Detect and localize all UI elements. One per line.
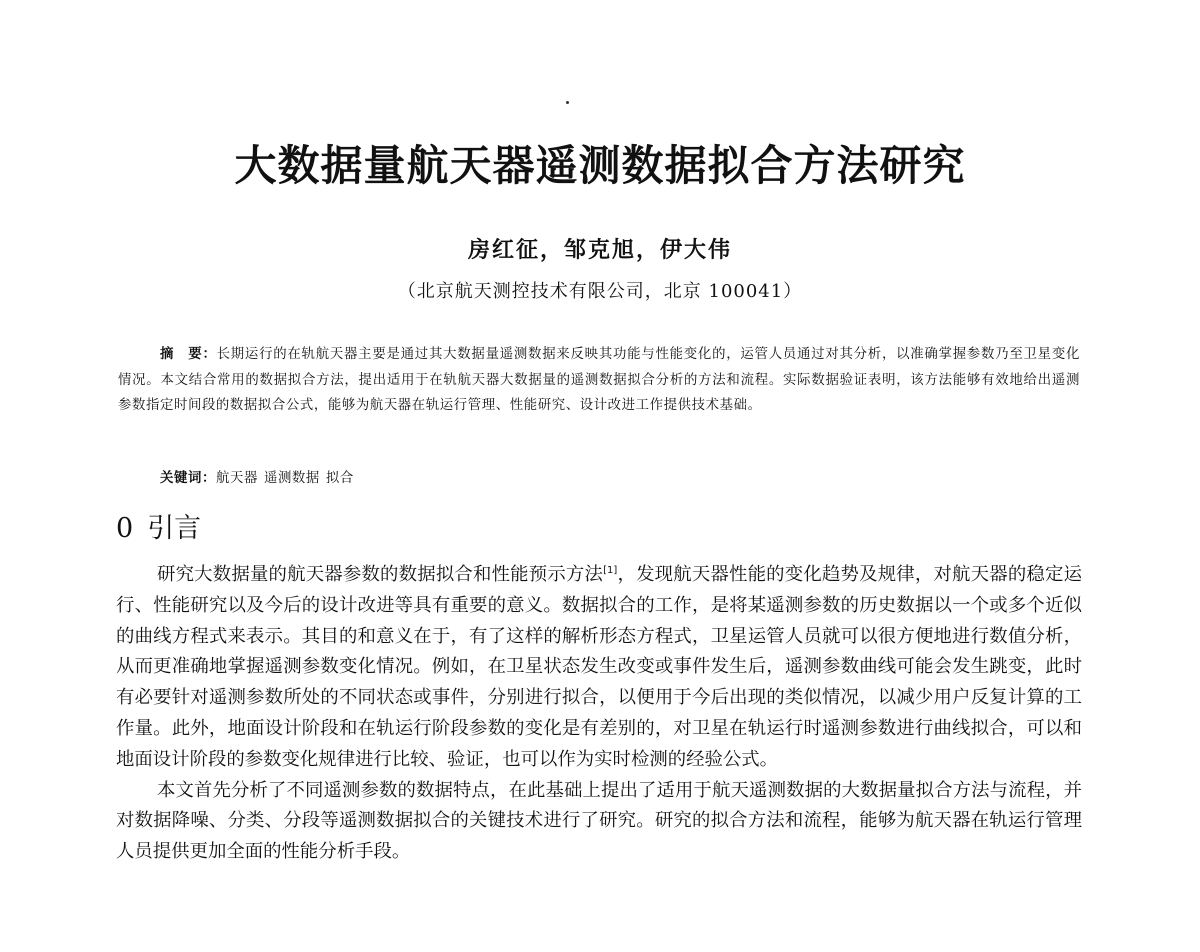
section-number: 0 bbox=[116, 513, 134, 544]
paragraph-text: 研究大数据量的航天器参数的数据拟合和性能预示方法 bbox=[157, 564, 604, 585]
abstract bbox=[118, 342, 1080, 419]
paragraph-text: ，发现航天器性能的变化趋势及规律，对航天器的稳定运行、性能研究以及今后的设计改进等具有重要的意义。数据拟合的工作，是将某遥测参数的历史数据以一个或多个近似的曲线方程式来表示。其目的和意义在于，有了这样的解析形态方程式，卫星运管人员就可以很方便地进行数值分析，从而更准确地掌握遥测参数变化情况。例如，在卫星状态发生改变或事件发生后，遥测参数曲线可能会发生跳变，此时有必要针对遥测参数所处的不同状态或事件，分别进行拟合，以便用于今后出现的类似情况，以减少用户反复计算的工作量。此外，地面设计阶段和在轨运行阶段参数的变化是有差别的，对卫星在轨运行时遥测参数进行曲线拟合，可以和地面设计阶段的参数变化规律进行比较、验证，也可以作为实时检测的经验公式。 bbox=[116, 564, 1082, 770]
keywords-label: 关键词： bbox=[160, 471, 216, 486]
keyword-item: 拟合 bbox=[325, 471, 354, 486]
author-list: 房红征，邹克旭，伊大伟 bbox=[467, 237, 732, 263]
keyword-item: 航天器 bbox=[215, 471, 258, 486]
section-title: 引言 bbox=[147, 513, 202, 544]
keywords bbox=[160, 467, 360, 491]
paragraph: 本文首先分析了不同遥测参数的数据特点，在此基础上提出了适用于航天遥测数据的大数据量拟合方法与流程，并对数据降噪、分类、分段等遥测数据拟合的关键技术进行了研究。研究的拟合方法和流程，能够为航天器在轨运行管理人员提供更加全面的性能分析手段。 bbox=[116, 779, 1082, 863]
author-affiliation: （北京航天测控技术有限公司，北京 100041） bbox=[397, 281, 803, 302]
keyword-item: 遥测数据 bbox=[263, 471, 320, 486]
citation-link[interactable]: [1] bbox=[603, 565, 618, 576]
scan-speck bbox=[566, 101, 569, 104]
abstract-text: 长期运行的在轨航天器主要是通过其大数据量遥测数据来反映其功能与性能变化的，运管人员通过对其分析，以准确掌握参数乃至卫星变化情况。本文结合常用的数据拟合方法，提出适用于在轨航天器大数据量的遥测数据拟合分析的方法和流程。实际数据验证表明，该方法能够有效地给出遥测参数指定时间段的数据拟合公式，能够为航天器在轨运行管理、性能研究、设计改进工作提供技术基础。 bbox=[118, 347, 1080, 413]
paper-title: 大数据量航天器遥测数据拟合方法研究 bbox=[234, 141, 966, 190]
introduction-body bbox=[116, 560, 1082, 868]
paragraph bbox=[116, 560, 1082, 776]
section-heading bbox=[116, 511, 201, 547]
abstract-label: 摘 要： bbox=[160, 347, 217, 362]
